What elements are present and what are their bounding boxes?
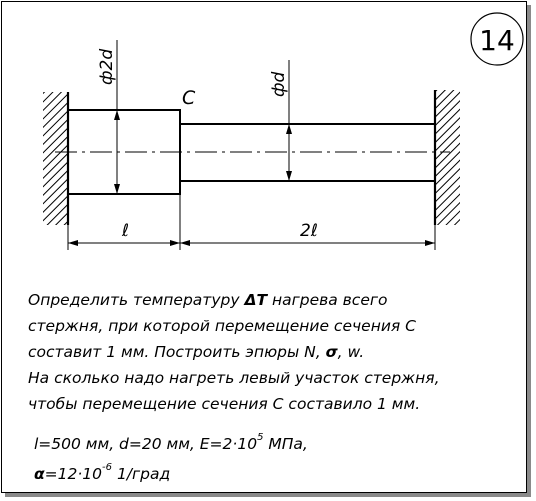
len-left-label: ℓ [122,221,130,241]
dia-left-label: ф2d [97,48,117,85]
problem-number-badge [471,13,523,65]
param-text: 1/град [112,465,171,483]
statement-text: Определить температуру [28,291,245,309]
statement-line-5: чтобы перемещение сечения С составило 1 мм. [28,395,421,413]
dimension-dia-right [269,60,292,181]
statement-line-1 [28,287,518,313]
given-parameters [34,426,308,486]
dimension-dia-left [97,40,120,194]
params-line-2 [34,456,308,486]
statement-line-4: На сколько надо нагреть левый участок стержня, [28,369,440,387]
param-exponent: -6 [102,462,113,473]
params-line-1 [34,426,308,456]
section-c-label: C [182,87,196,109]
right-support [435,90,460,225]
sigma-symbol: σ [325,343,338,361]
statement-line-2: стержня, при которой перемещение сечения С [28,317,416,335]
param-text: МПа, [263,435,308,453]
statement-text: составит 1 мм. Построить эпюры N, [28,343,326,361]
left-support [43,92,68,225]
param-exponent: 5 [257,432,264,443]
statement-text: , w. [337,343,365,361]
problem-number: 14 [479,24,515,57]
dia-right-label: фd [269,71,289,97]
statement-text: нагрева всего [267,291,388,309]
delta-t-symbol: ΔT [244,291,268,309]
len-right-label: 2ℓ [300,221,318,241]
problem-statement [28,287,518,417]
dimension-lengths [68,194,435,250]
param-text: =12·10 [44,465,103,483]
statement-line-3 [28,339,518,365]
param-text: l=500 мм, d=20 мм, E=2·10 [34,435,258,453]
alpha-symbol: α [34,465,45,483]
